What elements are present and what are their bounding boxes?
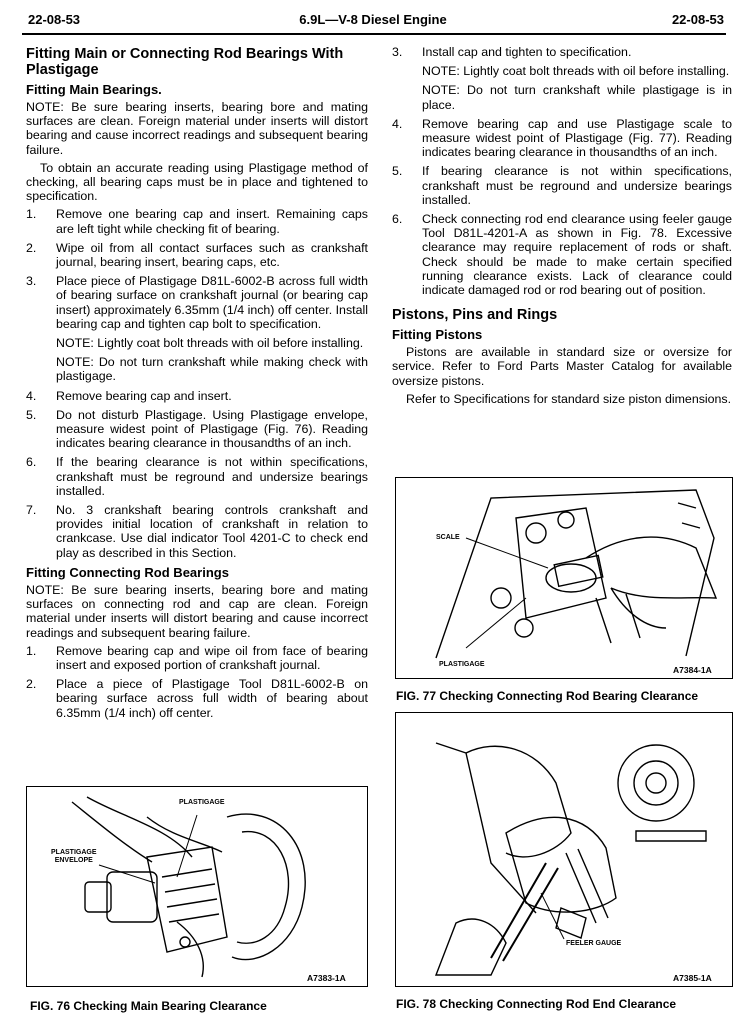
figure-78-label-feeler-gauge: FEELER GAUGE bbox=[566, 940, 622, 947]
header-page-number-right: 22-08-53 bbox=[671, 12, 724, 27]
figure-78-caption: FIG. 78 Checking Connecting Rod End Clearance bbox=[396, 997, 677, 1011]
figure-77-illustration bbox=[396, 478, 732, 678]
main-bearings-heading: Fitting Main Bearings. bbox=[26, 82, 162, 97]
header-title: 6.9L—V-8 Diesel Engine bbox=[299, 12, 447, 27]
list-item: 6. Check connecting rod end clearance using feeler gauge Tool D81L-4201-A as shown in Fig. 78. Excessive clearance may require replacement of rods or shaft. Check should be made to make certain specified running clearance exists. Lack of clearance could indicate damaged rod or rod bearing out of position. bbox=[392, 212, 732, 298]
list-item: 6. If the bearing clearance is not within specifications, crankshaft must be reground and undersize bearings installed. bbox=[26, 455, 368, 498]
left-column bbox=[26, 46, 368, 725]
figure-76-id: A7383-1A bbox=[307, 973, 346, 983]
main-bearings-intro: To obtain an accurate reading using Plastigage method of checking, all bearing caps must be in place and tightened to specification. bbox=[26, 160, 368, 204]
figure-76-illustration bbox=[27, 787, 367, 986]
figure-78-id: A7385-1A bbox=[673, 973, 712, 983]
list-item: 3. Install cap and tighten to specification. bbox=[392, 45, 632, 59]
figure-77-label-plastigage: PLASTIGAGE bbox=[439, 661, 485, 668]
figure-77-caption: FIG. 77 Checking Connecting Rod Bearing Clearance bbox=[396, 689, 699, 703]
list-item: 4. Remove bearing cap and insert. bbox=[26, 388, 232, 403]
step-note: NOTE: Do not turn crankshaft while making check with plastigage. bbox=[56, 355, 368, 384]
list-item: 4. Remove bearing cap and use Plastigage scale to measure widest point of Plastigage (Fig. 77). Reading indicates bearing clearance in thousandths of an inch. bbox=[392, 116, 732, 160]
figure-78 bbox=[395, 712, 733, 987]
header-rule bbox=[22, 33, 726, 35]
list-item: 7. No. 3 crankshaft bearing controls crankshaft and provides initial location of crankshaft in relation to crankcase. Use dial indicator Tool 4201-C to check end play as described in this Section. bbox=[26, 503, 368, 560]
figure-76 bbox=[26, 786, 368, 987]
list-item: 1. Remove bearing cap and wipe oil from face of bearing insert and exposed portion of crankshaft journal. bbox=[26, 643, 368, 672]
page-header bbox=[0, 0, 746, 34]
step-note: NOTE: Do not turn crankshaft while plastigage is in place. bbox=[422, 83, 732, 112]
list-item: 5. Do not disturb Plastigage. Using Plastigage envelope, measure widest point of Plastigage (Fig. 76). Reading indicates bearing clearance in thousandths of an inch. bbox=[26, 407, 368, 451]
main-bearings-note: NOTE: Be sure bearing inserts, bearing bore and mating surfaces are clean. Foreign material under inserts will distort bearing and cause incorrect readings and subsequent bearing failure. bbox=[26, 100, 368, 157]
list-item: 2. Wipe oil from all contact surfaces such as crankshaft journal, bearing insert, bearing caps, etc. bbox=[26, 240, 368, 270]
figure-76-label-plastigage: PLASTIGAGE bbox=[179, 799, 225, 806]
section-title: Fitting Main or Connecting Rod Bearings With Plastigage bbox=[26, 46, 344, 78]
rod-bearings-note: NOTE: Be sure bearing inserts, bearing bore and mating surfaces on connecting rod and cap are clean. Foreign material under inserts will distort bearing and cause incorrect readings and subsequent bearing failure. bbox=[26, 582, 368, 640]
rod-bearings-heading: Fitting Connecting Rod Bearings bbox=[26, 564, 229, 580]
step-note: NOTE: Lightly coat bolt threads with oil before installing. bbox=[422, 64, 730, 79]
step-note: NOTE: Lightly coat bolt threads with oil before installing. bbox=[56, 336, 364, 351]
figure-78-illustration bbox=[396, 713, 732, 986]
right-column bbox=[392, 45, 732, 410]
header-page-number-left: 22-08-53 bbox=[28, 12, 81, 27]
list-item: 3. Place piece of Plastigage D81L-6002-B across full width of bearing surface on crankshaft journal (or bearing cap insert) approximately 6.35mm (1/4 inch) off center. Install bearing cap and tighten cap bolt to specification. bbox=[26, 274, 368, 331]
pistons-heading: Pistons, Pins and Rings bbox=[392, 307, 558, 324]
figure-76-label-envelope: PLASTIGAGE ENVELOPE bbox=[51, 849, 97, 864]
pistons-paragraph-2: Refer to Specifications for standard size piston dimensions. bbox=[406, 391, 732, 406]
figure-76-caption: FIG. 76 Checking Main Bearing Clearance bbox=[30, 999, 267, 1013]
pistons-paragraph-1: Pistons are available in standard size or oversize for service. Refer to Ford Parts Master Catalog for available oversize pistons. bbox=[392, 345, 732, 388]
figure-77-id: A7384-1A bbox=[673, 665, 712, 675]
list-item: 5. If bearing clearance is not within specifications, crankshaft must be reground and undersize bearings installed. bbox=[392, 164, 732, 207]
figure-77 bbox=[395, 477, 733, 679]
list-item: 1. Remove one bearing cap and insert. Remaining caps are left tight while checking fit of bearing. bbox=[26, 207, 368, 236]
list-item: 2. Place a piece of Plastigage Tool D81L-6002-B on bearing surface across full width of bearing about 6.35mm (1/4 inch) off center. bbox=[26, 677, 368, 720]
figure-77-label-scale: SCALE bbox=[436, 534, 460, 541]
fitting-pistons-heading: Fitting Pistons bbox=[392, 327, 483, 343]
